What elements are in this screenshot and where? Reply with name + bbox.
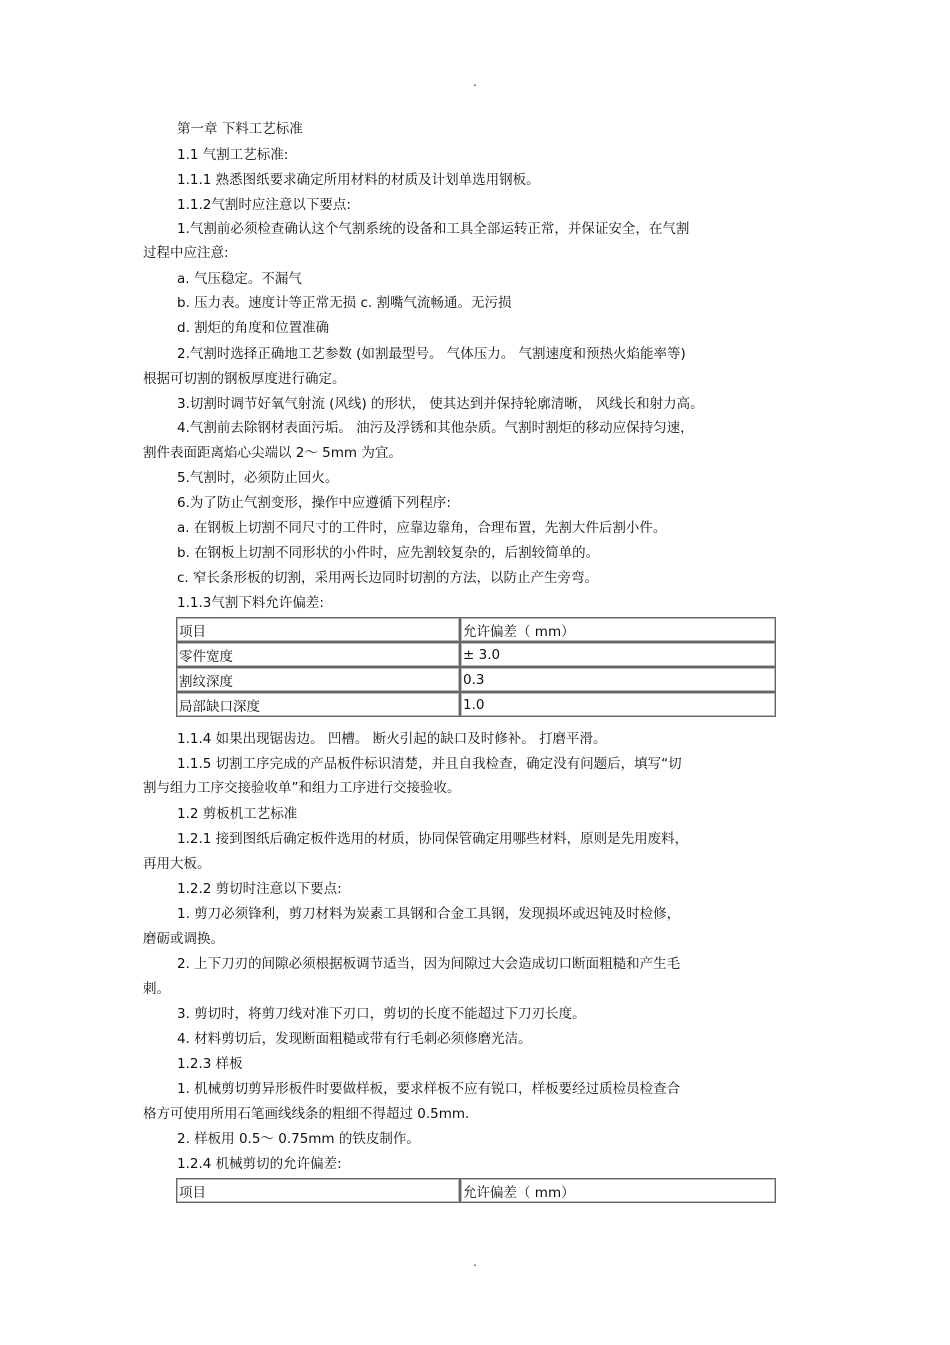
chapter-title: 第一章 下料工艺标准 — [177, 121, 303, 137]
subsection-heading: 1.2.2 剪切时注意以下要点: — [177, 881, 342, 897]
paragraph-line: 2.气割时选择正确地工艺参数 (如割最型号。 气体压力。 气割速度和预热火焰能率等) — [177, 346, 686, 362]
paragraph-line: 割与组力工序交接验收单”和组力工序进行交接验收。 — [143, 780, 461, 796]
list-item: a. 气压稳定。不漏气 — [177, 271, 302, 287]
paragraph-line: 3. 剪切时，将剪刀线对准下刃口，剪切的长度不能超过下刀刃长度。 — [177, 1006, 586, 1022]
paragraph-line: 5.气割时，必须防止回火。 — [177, 470, 339, 486]
paragraph-line: 1.1.5 切割工序完成的产品板件标识清楚，并且自我检查，确定没有问题后，填写“切 — [177, 756, 682, 772]
list-item: b. 在钢板上切割不同形状的小件时，应先割较复杂的，后割较简单的。 — [177, 545, 600, 561]
paragraph-line: 1. 机械剪切剪异形板件时要做样板，要求样板不应有锐口，样板要经过质检员检查合 — [177, 1081, 681, 1097]
paragraph-line: 3.切割时调节好氧气射流 (风线) 的形状， 使其达到并保持轮廓清晰， 风线长和射力高。 — [177, 396, 704, 412]
table-cell: 局部缺口深度 — [176, 692, 460, 717]
paragraph-line: 2. 样板用 0.5～ 0.75mm 的铁皮制作。 — [177, 1131, 420, 1147]
paragraph-line: 过程中应注意: — [143, 245, 229, 261]
subsection-heading: 1.1.3气割下料允许偏差: — [177, 595, 324, 611]
table-row — [176, 667, 776, 692]
paragraph-line: 1.气割前必须检查确认这个气割系统的设备和工具全部运转正常，并保证安全，在气割 — [177, 221, 690, 237]
paragraph-line: 4. 材料剪切后，发现断面粗糙或带有行毛刺必须修磨光洁。 — [177, 1031, 532, 1047]
list-item: d. 割炬的角度和位置准确 — [177, 320, 330, 336]
table-cell: 1.0 — [460, 692, 776, 717]
paragraph-line: 根据可切割的钢板厚度进行确定。 — [143, 371, 346, 387]
paragraph-line: 1.1.1 熟悉图纸要求确定所用材料的材质及计划单选用钢板。 — [177, 172, 540, 188]
paragraph-line: 刺。 — [143, 981, 170, 997]
paragraph-line: 再用大板。 — [143, 856, 211, 872]
paragraph-line: 割件表面距离焰心尖端以 2～ 5mm 为宜。 — [143, 445, 402, 461]
table-header-cell: 项目 — [176, 617, 460, 642]
footer-dot: . — [473, 1255, 477, 1269]
subsection-heading: 1.2.4 机械剪切的允许偏差: — [177, 1156, 342, 1172]
table-row — [176, 642, 776, 667]
list-item: c. 窄长条形板的切割，采用两长边同时切割的方法，以防止产生旁弯。 — [177, 570, 599, 586]
paragraph-line: 1. 剪刀必须锋利，剪刀材料为炭素工具钢和合金工具钢，发现损坏或迟钝及时检修， — [177, 906, 681, 922]
paragraph-line: 格方可使用所用石笔画线线条的粗细不得超过 0.5mm. — [143, 1106, 470, 1122]
paragraph-line: 1.2.1 接到图纸后确定板件选用的材质，协同保管确定用哪些材料，原则是先用废料， — [177, 831, 689, 847]
subsection-heading: 1.2.3 样板 — [177, 1056, 243, 1072]
header-dot: . — [473, 75, 477, 89]
list-item: a. 在钢板上切割不同尺寸的工件时，应靠边靠角，合理布置，先割大件后割小件。 — [177, 520, 667, 536]
list-item: b. 压力表。速度计等正常无损 c. 割嘴气流畅通。无污损 — [177, 295, 512, 311]
table-cell: 0.3 — [460, 667, 776, 692]
paragraph-line: 2. 上下刀刃的间隙必须根据板调节适当，因为间隙过大会造成切口断面粗糙和产生毛 — [177, 956, 681, 972]
table-header-cell: 允许偏差（ mm） — [460, 617, 776, 642]
table-header-row — [176, 617, 776, 642]
section-heading: 1.1 气割工艺标准: — [177, 147, 289, 163]
paragraph-line: 4.气割前去除钢材表面污垢。 油污及浮锈和其他杂质。气割时割炬的移动应保持匀速， — [177, 420, 694, 436]
table-header-row — [176, 1178, 776, 1203]
paragraph-line: 磨砺或调换。 — [143, 931, 224, 947]
table-header-cell: 允许偏差（ mm） — [460, 1178, 776, 1203]
table-cell: ± 3.0 — [460, 642, 776, 667]
table-row — [176, 692, 776, 717]
tolerance-table-shearing — [176, 1178, 776, 1203]
subsection-heading: 1.1.2气割时应注意以下要点: — [177, 197, 351, 213]
table-cell: 割纹深度 — [176, 667, 460, 692]
paragraph-line: 1.1.4 如果出现锯齿边。 凹槽。 断火引起的缺口及时修补。 打磨平滑。 — [177, 731, 607, 747]
table-cell: 零件宽度 — [176, 642, 460, 667]
section-heading: 1.2 剪板机工艺标准 — [177, 806, 298, 822]
tolerance-table-gas-cutting — [176, 617, 776, 717]
paragraph-line: 6.为了防止气割变形，操作中应遵循下列程序: — [177, 495, 451, 511]
table-header-cell: 项目 — [176, 1178, 460, 1203]
